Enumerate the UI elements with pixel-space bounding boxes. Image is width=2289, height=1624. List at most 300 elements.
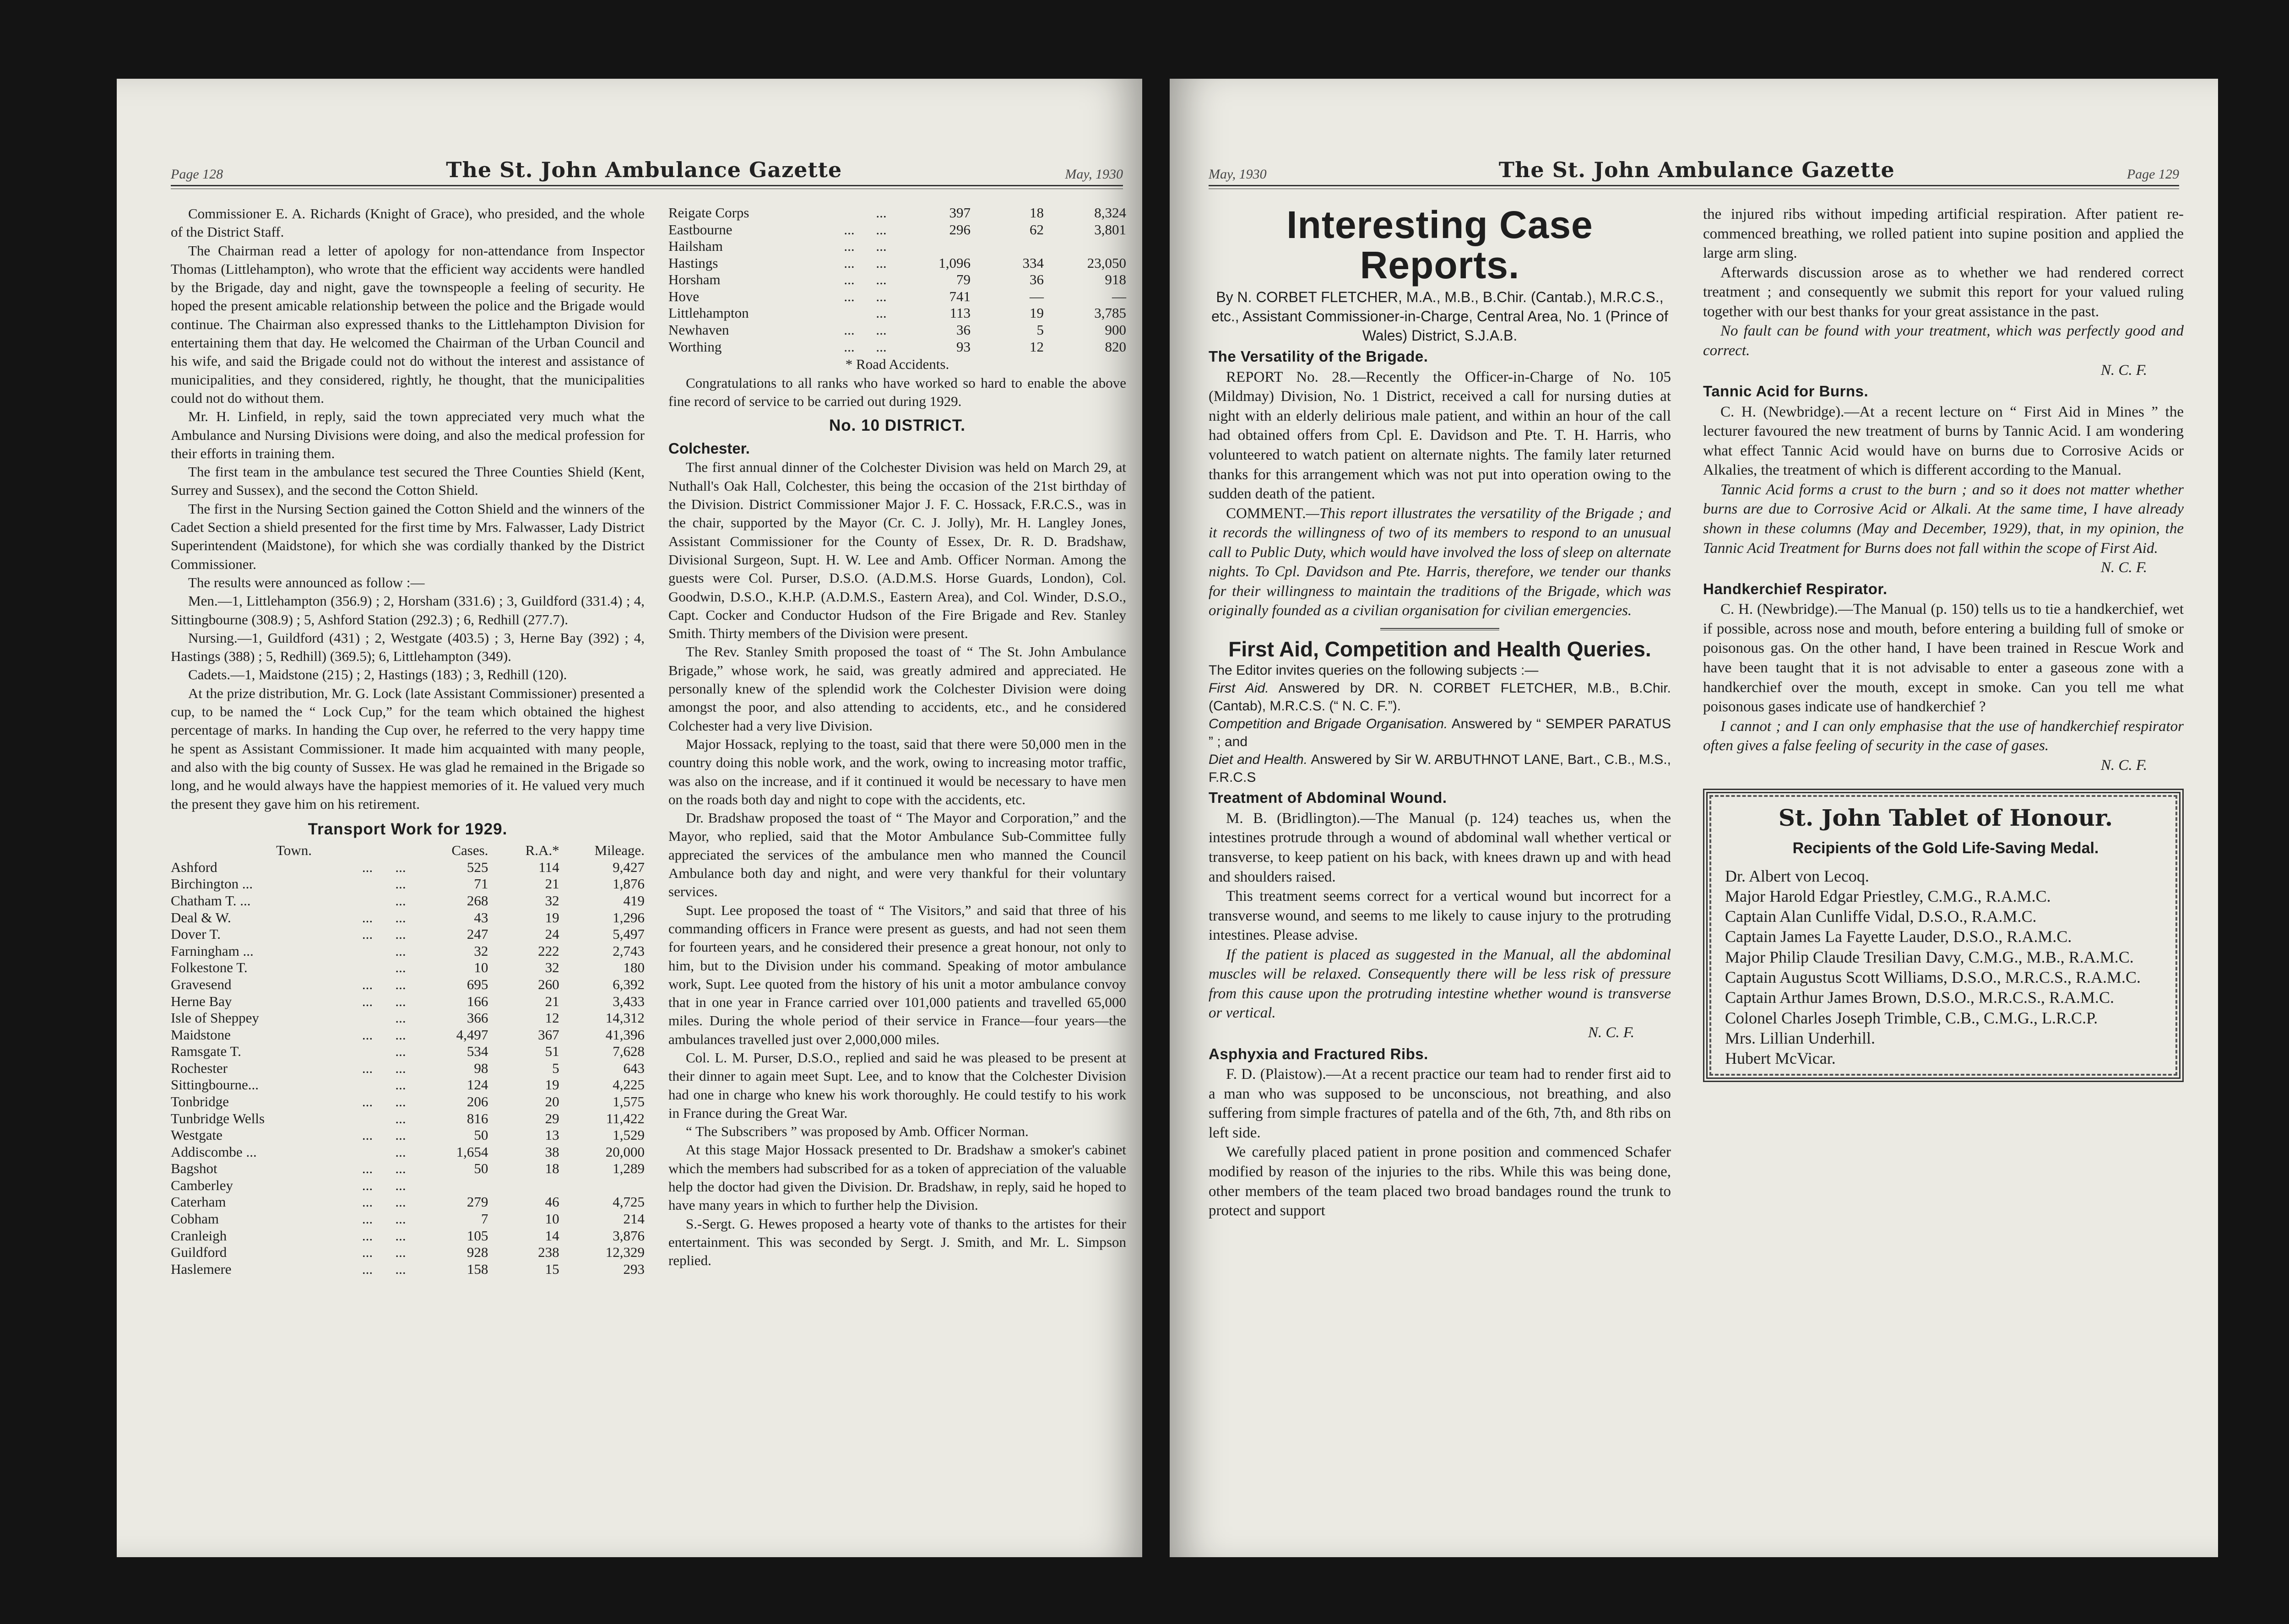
- leader-dots: ...: [395, 1227, 406, 1244]
- table-row: [171, 1077, 645, 1093]
- congratulations-text: [668, 374, 1126, 411]
- table-header-cell: Mileage.: [594, 842, 645, 859]
- leader-dots: ...: [362, 1177, 373, 1193]
- honour-recipient: Dr. Albert von Lecoq.: [1725, 866, 1869, 885]
- abdominal-query-2: This treatment seems correct for a vertical wound but incorrect for a transverse wound, and seems to me likely to cause injury to the protruding intestines. Please advise.: [1209, 888, 1671, 944]
- value-cell: 214: [623, 1211, 645, 1227]
- versatility-comment: [1209, 504, 1671, 621]
- footnote-road-accidents: * Road Accidents.: [845, 356, 949, 373]
- value-cell: 900: [1105, 322, 1126, 338]
- leader-dots: ...: [844, 254, 855, 271]
- value-cell: 13: [545, 1127, 559, 1143]
- value-cell: 46: [545, 1194, 559, 1210]
- queries-competition: [1209, 715, 1671, 751]
- table-row: [171, 1060, 645, 1077]
- right-page: [1170, 79, 2218, 1557]
- honour-recipient: Mrs. Lillian Underhill.: [1725, 1029, 1875, 1047]
- value-cell: —: [1030, 288, 1044, 304]
- honour-recipient: Captain James La Fayette Lauder, D.S.O., R.A.M.C.: [1725, 927, 2072, 946]
- leader-dots: ...: [395, 959, 406, 976]
- abdominal-query-1: M. B. (Bridlington).—The Manual (p. 124) teaches us, when the intestines protrude through a wound of abdominal wall whether vertical or transverse, to keep patient on his back, with knees drawn up and with head and shoulders raised.: [1209, 810, 1671, 885]
- leader-dots: ...: [844, 271, 855, 288]
- town-cell: Ashford: [171, 859, 217, 875]
- value-cell: 643: [623, 1060, 645, 1076]
- comment-label: COMMENT.: [1226, 505, 1306, 522]
- value-cell: 20: [545, 1093, 559, 1110]
- right-page-header: [1209, 157, 2179, 182]
- district-heading: No. 10 DISTRICT.: [829, 417, 966, 435]
- value-cell: 50: [474, 1127, 488, 1143]
- paragraph: Dr. Bradshaw proposed the toast of “ The Mayor and Corporation,” and the Mayor, who replied, said that the Motor Ambulance Sub-Committee fully appreciated the services of the ambulance men who manned the Council Ambulance both day and night, and were very thankful for their voluntary services.: [668, 810, 1126, 900]
- leader-dots: ...: [395, 1127, 406, 1143]
- value-cell: 2,743: [613, 942, 645, 959]
- leader-dots: ...: [395, 1211, 406, 1227]
- leader-dots: ...: [395, 1194, 406, 1210]
- town-cell: Camberley: [171, 1177, 233, 1193]
- leader-dots: [351, 1043, 384, 1060]
- asphyxia-reply: No fault can be found with your treatment, which was perfectly good and correct.: [1703, 323, 2184, 359]
- town-cell: Caterham: [171, 1194, 226, 1210]
- leader-dots: ...: [395, 1110, 406, 1126]
- paragraph: Congratulations to all ranks who have worked so hard to enable the above fine record of service to be carried out during 1929.: [668, 374, 1126, 409]
- leader-dots: ...: [362, 909, 373, 926]
- leader-dots: ...: [876, 305, 887, 321]
- town-cell: Maidstone: [171, 1026, 231, 1043]
- paragraph: S.-Sergt. G. Hewes proposed a hearty vote of thanks to the artistes for their entertainment. This was seconded by Sergt. J. Smith, and Mr. L. Simpson replied.: [668, 1215, 1126, 1269]
- town-cell: Chatham T. ...: [171, 893, 251, 909]
- town-cell: Gravesend: [171, 976, 232, 992]
- value-cell: 10: [545, 1211, 559, 1227]
- value-cell: 3,433: [613, 993, 645, 1009]
- transport-table-header: [171, 842, 645, 859]
- value-cell: 124: [466, 1077, 488, 1093]
- asphyxia-query-1: F. D. (Plaistow).—At a recent practice our team had to render first aid to a man who was supposed to be unconscious, not breathing, and also suffering from simple fractures of patella and of the 6th, 7th, and 8th ribs on left side.: [1209, 1066, 1671, 1141]
- table-row: [668, 288, 1126, 305]
- table-row: [171, 1160, 645, 1177]
- town-cell: Birchington ...: [171, 876, 253, 892]
- queries-intro: The Editor invites queries on the following subjects :—: [1209, 663, 1539, 678]
- leader-dots: ...: [876, 322, 887, 338]
- leader-dots: ...: [395, 1060, 406, 1076]
- value-cell: 93: [956, 338, 971, 355]
- transport-title: Transport Work for 1929.: [308, 820, 508, 838]
- town-cell: Hove: [668, 288, 700, 304]
- honour-recipient: Captain Arthur James Brown, D.S.O., M.R.C.S., R.A.M.C.: [1725, 988, 2115, 1007]
- leader-dots: ...: [362, 1093, 373, 1110]
- leader-dots: ...: [362, 859, 373, 875]
- paragraph: Col. L. M. Purser, D.S.O., replied and said he was pleased to be present at their dinner to again meet Supt. Lee, and to know that the Colchester Division had one in charge who knew his work thoroughly. He could testify to his work in France during the Great War.: [668, 1049, 1126, 1121]
- value-cell: —: [1112, 288, 1126, 304]
- value-cell: 21: [545, 876, 559, 892]
- table-row: [171, 1228, 645, 1245]
- leader-dots: [351, 893, 384, 909]
- leader-dots: ...: [362, 926, 373, 942]
- leader-dots: ...: [362, 1194, 373, 1210]
- honour-recipient: Major Philip Claude Tresilian Davy, C.M.G., M.B., R.A.M.C.: [1725, 947, 2134, 966]
- town-cell: Dover T.: [171, 926, 221, 942]
- value-cell: 105: [466, 1227, 488, 1244]
- leader-dots: ...: [395, 1043, 406, 1060]
- honour-recipient: Colonel Charles Joseph Trimble, C.B., C.M.G., L.R.C.P.: [1725, 1008, 2098, 1027]
- value-cell: 113: [949, 305, 971, 321]
- leader-dots: ...: [844, 238, 855, 254]
- table-header-cell: Town.: [276, 842, 312, 859]
- honour-recipient: Captain Augustus Scott Williams, D.S.O., M.R.C.S., R.A.M.C.: [1725, 968, 2141, 986]
- value-cell: [971, 238, 1044, 255]
- value-cell: 367: [538, 1026, 559, 1043]
- leader-dots: ...: [395, 926, 406, 942]
- value-cell: 41,396: [605, 1026, 645, 1043]
- table-row: [668, 205, 1126, 222]
- town-cell: Herne Bay: [171, 993, 232, 1009]
- value-cell: 1,096: [938, 254, 971, 271]
- paragraph: Mr. H. Linfield, in reply, said the town appreciated very much what the Ambulance and Nursing Divisions were doing, and also the medical profession for their efforts in training them.: [171, 408, 645, 461]
- leader-dots: ...: [395, 893, 406, 909]
- value-cell: 51: [545, 1043, 559, 1060]
- town-cell: Guildford: [171, 1244, 227, 1261]
- diet-answerer: Answered by Sir W. ARBUTHNOT LANE, Bart., C.B., M.S., F.R.C.S: [1209, 752, 1671, 785]
- value-cell: 3,801: [1094, 221, 1126, 238]
- table-row: [171, 993, 645, 1010]
- town-cell: Hailsham: [668, 238, 723, 254]
- table-row: [171, 926, 645, 943]
- table-row: [171, 959, 645, 976]
- leader-dots: ...: [362, 976, 373, 992]
- tannic-reply: Tannic Acid forms a crust to the burn ; and so it does not matter whether burns are due to Corrosive Acid or Alkali. At the same time, I have already shown in these columns (May and December, 1929), that, in my opinion, the Tannic Acid Treatment for Burns does not fall within the scope of First Aid.: [1703, 481, 2184, 557]
- section-divider: [1380, 628, 1499, 630]
- value-cell: 1,876: [613, 876, 645, 892]
- transport-table-a: [171, 842, 645, 1278]
- queries-first-aid: [1209, 679, 1671, 715]
- leader-dots: [351, 1144, 384, 1161]
- leader-dots: [351, 959, 384, 976]
- queries-title: First Aid, Competition and Health Queries.: [1228, 637, 1651, 661]
- town-cell: Worthing: [668, 338, 722, 355]
- value-cell: 816: [466, 1110, 488, 1126]
- value-cell: 4,497: [456, 1026, 488, 1043]
- value-cell: 36: [956, 322, 971, 338]
- value-cell: 32: [545, 893, 559, 909]
- value-cell: 7,628: [613, 1043, 645, 1060]
- leader-dots: ...: [395, 1244, 406, 1261]
- value-cell: [488, 1177, 559, 1194]
- value-cell: 19: [545, 909, 559, 926]
- town-cell: Tonbridge: [171, 1093, 229, 1110]
- leader-dots: ...: [876, 238, 887, 254]
- diet-label: Diet and Health.: [1209, 752, 1308, 768]
- value-cell: 43: [474, 909, 488, 926]
- table-row: [668, 222, 1126, 238]
- value-cell: 98: [474, 1060, 488, 1076]
- leader-dots: ...: [362, 1227, 373, 1244]
- leader-dots: ...: [395, 993, 406, 1009]
- handkerchief-query: C. H. (Newbridge).—The Manual (p. 150) tells us to tie a handkerchief, wet if possible, across nose and mouth, before entering a building full of smoke or poisonous gas. On the other hand, I have been trained in Rescue Work and have been taught that it is not advisable to enter a gaseous zone with a handkerchief over the mouth, except in smoke. Can you tell me what poisonous gases indicate use of handkerchief ?: [1703, 601, 2184, 715]
- signoff-1: N. C. F.: [1588, 1024, 1634, 1041]
- leader-dots: ...: [395, 1261, 406, 1277]
- town-cell: Deal & W.: [171, 909, 231, 926]
- paragraph: Supt. Lee proposed the toast of “ The Visitors,” and said that three of his commanding officers in France were present as guests, and had not seen them for fourteen years, and he considered their presence a great honour, not only to him, but to the Division under his command. Speaking of motor ambulance work, Supt. Lee quoted from the history of his unit a motor ambulance convoy that in one year in France carried over 101,000 patients and travelled 65,000 miles. During the whole period of their service in France—four years—the ambulances travelled just over 2,000,000 miles.: [668, 902, 1126, 1047]
- table-row: [668, 322, 1126, 339]
- paragraph: At this stage Major Hossack presented to Dr. Bradshaw a smoker's cabinet which the members had subscribed for as a token of appreciation of the valuable help the doctor had given the Division. Dr. Bradshaw, in reply, said he hoped to have many years in which to further help the Division.: [668, 1142, 1126, 1213]
- tablet-of-honour-title: St. John Tablet of Honour.: [1778, 804, 2113, 832]
- table-row: [171, 909, 645, 926]
- table-row: [171, 1211, 645, 1228]
- leader-dots: ...: [362, 1244, 373, 1261]
- value-cell: 1,575: [613, 1093, 645, 1110]
- gazette-title-left: The St. John Ambulance Gazette: [446, 157, 842, 182]
- value-cell: 10: [474, 959, 488, 976]
- value-cell: 222: [538, 942, 559, 959]
- town-cell: Hastings: [668, 254, 718, 271]
- value-cell: 1,296: [613, 909, 645, 926]
- value-cell: 206: [466, 1093, 488, 1110]
- value-cell: 279: [466, 1194, 488, 1210]
- paragraph: The first annual dinner of the Colchester Division was held on March 29, at Nuthall's Oak Hall, Colchester, this being the occasion of the 21st birthday of the Division. District Commissioner Major J. F. C. Hossack, F.R.C.S., was in the chair, supported by the Mayor (Cr. C. J. Jolly), Mr. H. Langley Jones, Assistant Commissioner for the County of Essex, Dr. R. D. Bradshaw, Divisional Surgeon, Supt. H. W. Lee and Amb. Officer Norman. Among the guests were Col. Purser, D.S.O. (A.D.M.S. Horse Guards, London), Col. Goodwin, D.S.O., K.H.P. (A.D.M.S., Eastern Area), and Col. Winder, D.S.O., Capt. Cocker and Conductor Hudson of the Fire Brigade and Rev. Stanley Smith. Thirty members of the Division were present.: [668, 459, 1126, 642]
- paragraph: The first in the Nursing Section gained the Cotton Shield and the winners of the Cadet Section a shield presented for the first time by Mrs. Falwasser, Lady District Superintendent (Maidstone), for which she was cordially thanked by the District Commissioner.: [171, 500, 645, 572]
- table-row: [171, 1194, 645, 1211]
- leader-dots: ...: [362, 1060, 373, 1076]
- value-cell: 293: [623, 1261, 645, 1277]
- value-cell: 695: [466, 976, 488, 992]
- asphyxia-heading: Asphyxia and Fractured Ribs.: [1209, 1045, 1428, 1062]
- leader-dots: [351, 943, 384, 960]
- signoff-4: N. C. F.: [2100, 757, 2147, 774]
- leader-dots: ...: [395, 909, 406, 926]
- leader-dots: ...: [395, 1010, 406, 1026]
- town-cell: Reigate Corps: [668, 205, 749, 221]
- left-column-1: [171, 205, 645, 1278]
- queries-diet: [1209, 751, 1671, 786]
- tannic-query: C. H. (Newbridge).—At a recent lecture on “ First Aid in Mines ” the lecturer favoured the new treatment of burns by Tannic Acid. I am wondering what effect Tannic Acid would have on burns due to Corrosive Acids or Alkalies, the treatment of which is different according to the Manual.: [1703, 403, 2184, 479]
- table-row: [171, 976, 645, 993]
- town-cell: Ramsgate T.: [171, 1043, 241, 1060]
- table-row: [171, 1177, 645, 1194]
- leader-dots: [351, 1010, 384, 1027]
- table-row: [171, 893, 645, 909]
- town-cell: Cobham: [171, 1211, 219, 1227]
- leader-dots: [351, 1077, 384, 1093]
- value-cell: 334: [1022, 254, 1044, 271]
- leader-dots: ...: [395, 1160, 406, 1177]
- value-cell: 247: [466, 926, 488, 942]
- value-cell: 18: [545, 1160, 559, 1177]
- table-row: [668, 339, 1126, 356]
- value-cell: 11,422: [606, 1110, 645, 1126]
- value-cell: [559, 1177, 645, 1194]
- table-row: [171, 859, 645, 876]
- district-report-text: [171, 205, 645, 813]
- value-cell: 158: [466, 1261, 488, 1277]
- abdominal-heading: Treatment of Abdominal Wound.: [1209, 789, 1447, 807]
- table-row: [171, 1043, 645, 1060]
- town-cell: Farningham ...: [171, 942, 254, 959]
- town-cell: Bagshot: [171, 1160, 217, 1177]
- table-row: [171, 1010, 645, 1027]
- paragraph: Major Hossack, replying to the toast, said that there were 50,000 men in the country doing this noble work, and the work, owing to increasing motor traffic, was also on the increase, and if it continued it would be necessary to have men on the roads both day and night to cope with the accidents, etc.: [668, 736, 1126, 807]
- value-cell: 525: [466, 859, 488, 875]
- abdominal-reply: If the patient is placed as suggested in the Manual, all the abdominal muscles will be relaxed. Consequently there will be less risk of pressure from this cause upon the protruding intestine whether wound is transverse or vertical.: [1209, 946, 1671, 1022]
- value-cell: 4,225: [613, 1077, 645, 1093]
- leader-dots: ...: [876, 221, 887, 238]
- left-page-header: [171, 157, 1123, 182]
- value-cell: 238: [538, 1244, 559, 1261]
- value-cell: 12,329: [605, 1244, 645, 1261]
- leader-dots: [833, 205, 865, 222]
- paragraph: At the prize distribution, Mr. G. Lock (late Assistant Commissioner) presented a cup, to be named the “ Lock Cup,” for the team which obtained the highest percentage of marks. In handing the Cup over, he referred to the very happy time he spent as Assistant Commissioner. It made him acquainted with many people, and also with the big county of Sussex. He was glad he remained in the Brigade so long, and he would always have the happiest memories of it. He valued very much the present they gave him on his retirement.: [171, 685, 645, 812]
- value-cell: 18: [1030, 205, 1044, 221]
- town-cell: Addiscombe ...: [171, 1143, 257, 1160]
- page-number-left: Page 128: [171, 167, 223, 182]
- header-rule-right: [1209, 185, 2179, 189]
- town-cell: Haslemere: [171, 1261, 232, 1277]
- town-cell: Littlehampton: [668, 305, 749, 321]
- value-cell: 14,312: [605, 1010, 645, 1026]
- table-row: [171, 1027, 645, 1044]
- honour-recipient: Major Harold Edgar Priestley, C.M.G., R.A.M.C.: [1725, 887, 2051, 905]
- leader-dots: ...: [844, 338, 855, 355]
- leader-dots: ...: [395, 1077, 406, 1093]
- tablet-of-honour-box: [1703, 789, 2184, 1082]
- value-cell: 5: [552, 1060, 559, 1076]
- leader-dots: ...: [876, 205, 887, 221]
- value-cell: 397: [949, 205, 971, 221]
- leader-dots: [351, 1110, 384, 1127]
- table-row: [171, 943, 645, 960]
- paragraph: Commissioner E. A. Richards (Knight of Grace), who presided, and the whole of the District Staff.: [171, 206, 645, 240]
- right-column-1: [1209, 205, 1671, 1221]
- paragraph: Cadets.—1, Maidstone (215) ; 2, Hastings (183) ; 3, Redhill (120).: [188, 666, 567, 683]
- value-cell: 12: [545, 1010, 559, 1026]
- asphyxia-query-4: Afterwards discussion arose as to whether we had rendered correct treatment ; and consequently we submit this report for your valued ruling together with our best thanks for your great assistance in the past.: [1703, 264, 2184, 320]
- versatility-heading: The Versatility of the Brigade.: [1209, 348, 1428, 365]
- first-aid-answerer: Answered by DR. N. CORBET FLETCHER, M.B., B.Chir. (Cantab), M.R.C.S. (“ N. C. F.”).: [1209, 681, 1671, 714]
- asphyxia-query-2: We carefully placed patient in prone position and commenced Schafer modified by reason of the injuries to the ribs. While this was being done, other members of the team placed two broad bandages round the trunk to protect and support: [1209, 1144, 1671, 1219]
- value-cell: 20,000: [605, 1143, 645, 1160]
- asphyxia-query-3: the injured ribs without impeding artificial respiration. After patient re-commenced breathing, we rolled patient into supine position and applied the large arm sling.: [1703, 206, 2184, 262]
- leader-dots: ...: [395, 942, 406, 959]
- competition-answerer: Answered by “ SEMPER PARATUS ” ; and: [1209, 716, 1671, 750]
- colchester-report-text: [668, 458, 1126, 1270]
- town-cell: Eastbourne: [668, 221, 732, 238]
- value-cell: 32: [545, 959, 559, 976]
- value-cell: 3,785: [1094, 305, 1126, 321]
- leader-dots: ...: [844, 322, 855, 338]
- value-cell: 15: [545, 1261, 559, 1277]
- value-cell: 928: [466, 1244, 488, 1261]
- leader-dots: ...: [395, 1026, 406, 1043]
- value-cell: 4,725: [613, 1194, 645, 1210]
- issue-date-left: May, 1930: [1065, 167, 1123, 182]
- gazette-title-right: The St. John Ambulance Gazette: [1498, 157, 1895, 182]
- table-header-cell: R.A.*: [525, 842, 559, 859]
- honour-recipient: Hubert McVicar.: [1725, 1049, 1836, 1068]
- value-cell: 419: [623, 893, 645, 909]
- value-cell: 71: [474, 876, 488, 892]
- town-cell: Tunbridge Wells: [171, 1110, 265, 1126]
- versatility-report: REPORT No. 28.—Recently the Officer-in-Charge of No. 105 (Mildmay) Division, No. 1 District, received a call for nursing duties at night with an elderly delirious male patient, and within an hour of the call had obtained offers from Cpl. E. Davidson and Pte. T. H. Harris, who volunteered to watch patient on alternate nights. The family later returned thanks for this arrangement which was not put into operation owing to the sudden death of the patient.: [1209, 368, 1671, 503]
- handkerchief-reply: I cannot ; and I can only emphasise that the use of handkerchief respirator often gives a false feeling of security in the case of gases.: [1703, 718, 2184, 754]
- first-aid-label: First Aid.: [1209, 681, 1269, 696]
- value-cell: 6,392: [613, 976, 645, 992]
- table-row: [171, 1093, 645, 1110]
- leader-dots: ...: [362, 993, 373, 1009]
- left-page: [117, 79, 1142, 1557]
- value-cell: 114: [538, 859, 559, 875]
- table-row: [171, 1261, 645, 1278]
- table-header-cell: Cases.: [451, 842, 488, 859]
- value-cell: 24: [545, 926, 559, 942]
- value-cell: 1,654: [456, 1143, 488, 1160]
- value-cell: 5: [1036, 322, 1044, 338]
- value-cell: 19: [1030, 305, 1044, 321]
- paragraph: The first team in the ambulance test secured the Three Counties Shield (Kent, Surrey and Sussex), and the second the Cotton Shield.: [171, 464, 645, 498]
- value-cell: [897, 238, 971, 255]
- town-cell: Sittingbourne...: [171, 1077, 259, 1093]
- leader-dots: ...: [395, 876, 406, 892]
- paragraph: The results were announced as follow :—: [188, 574, 425, 590]
- value-cell: 366: [466, 1010, 488, 1026]
- value-cell: 36: [1030, 271, 1044, 288]
- table-row: [668, 255, 1126, 272]
- value-cell: 741: [949, 288, 971, 304]
- honour-recipient: Captain Alan Cunliffe Vidal, D.S.O., R.A.M.C.: [1725, 907, 2037, 926]
- leader-dots: ...: [362, 1211, 373, 1227]
- comment-text: —This report illustrates the versatility of the Brigade ; and it records the willingness of two of its members to respond to an unusual call to Public Duty, which would have involved the loss of sleep on alternate nights. To Cpl. Davidson and Pte. Harris, therefore, we tender our thanks for their willingness to maintain the traditions of the Brigade, which was originally founded as a civilian organisation for civilian emergencies.: [1209, 505, 1671, 619]
- table-row: [668, 238, 1126, 255]
- page-number-right: Page 129: [2126, 167, 2179, 182]
- leader-dots: ...: [876, 288, 887, 304]
- value-cell: 38: [545, 1143, 559, 1160]
- value-cell: 21: [545, 993, 559, 1009]
- town-cell: Rochester: [171, 1060, 228, 1076]
- value-cell: 1,289: [613, 1160, 645, 1177]
- leader-dots: [833, 305, 865, 322]
- colchester-heading: Colchester.: [668, 439, 750, 457]
- paragraph: The Rev. Stanley Smith proposed the toast of “ The St. John Ambulance Brigade,” whose work, he said, was greatly admired and appreciated. He personally knew of the splendid work the Colchester Division were doing amongst the poor, and also attending to accidents, etc., and he considered Colchester had a very live Division.: [668, 644, 1126, 734]
- value-cell: 820: [1105, 338, 1126, 355]
- leader-dots: ...: [844, 221, 855, 238]
- leader-dots: ...: [876, 338, 887, 355]
- value-cell: 8,324: [1094, 205, 1126, 221]
- leader-dots: ...: [362, 1261, 373, 1277]
- leader-dots: ...: [395, 1093, 406, 1110]
- article-byline: By N. CORBET FLETCHER, M.A., M.B., B.Chir. (Cantab.), M.R.C.S., etc., Assistant Commissioner-in-Charge, Central Area, No. 1 (Prince of Wales) District, S.J.A.B.: [1211, 289, 1668, 344]
- town-cell: Cranleigh: [171, 1227, 227, 1244]
- leader-dots: ...: [395, 859, 406, 875]
- leader-dots: ...: [362, 1127, 373, 1143]
- value-cell: 12: [1030, 338, 1044, 355]
- value-cell: 7: [481, 1211, 488, 1227]
- paragraph: The Chairman read a letter of apology for non-attendance from Inspector Thomas (Littlehampton), who wrote that the efficient way accidents were handled by the Brigade, day and night, gave the townspeople a feeling of security. He hoped the present amicable relationship between the police and the Brigade would continue. The Chairman also expressed thanks to the Littlehampton Division for entertaining them that day. He welcomed the Chairman of the Urban Council and his wife, and said the Brigade could not do without the interest and assistance of municipalities, and they considered, rightly, he thought, that the municipalities could not do without them.: [171, 242, 645, 406]
- value-cell: [417, 1177, 488, 1194]
- leader-dots: ...: [395, 1143, 406, 1160]
- table-row: [668, 271, 1126, 288]
- leader-dots: ...: [876, 271, 887, 288]
- leader-dots: ...: [362, 1026, 373, 1043]
- issue-date-right: May, 1930: [1209, 167, 1267, 182]
- value-cell: 29: [545, 1110, 559, 1126]
- value-cell: 180: [623, 959, 645, 976]
- table-row: [171, 876, 645, 893]
- competition-label: Competition and Brigade Organisation.: [1209, 716, 1448, 732]
- paragraph: Men.—1, Littlehampton (356.9) ; 2, Horsham (331.6) ; 3, Guildford (331.4) ; 4, Sittingbourne (308.9) ; 5, Ashford Station (292.3) ; 6, Redhill (277.7).: [171, 593, 645, 628]
- town-cell: Folkestone T.: [171, 959, 248, 976]
- value-cell: 1,529: [613, 1127, 645, 1143]
- leader-dots: [351, 876, 384, 893]
- paragraph: “ The Subscribers ” was proposed by Amb. Officer Norman.: [686, 1123, 1029, 1140]
- tannic-heading: Tannic Acid for Burns.: [1703, 383, 1869, 400]
- value-cell: 268: [466, 893, 488, 909]
